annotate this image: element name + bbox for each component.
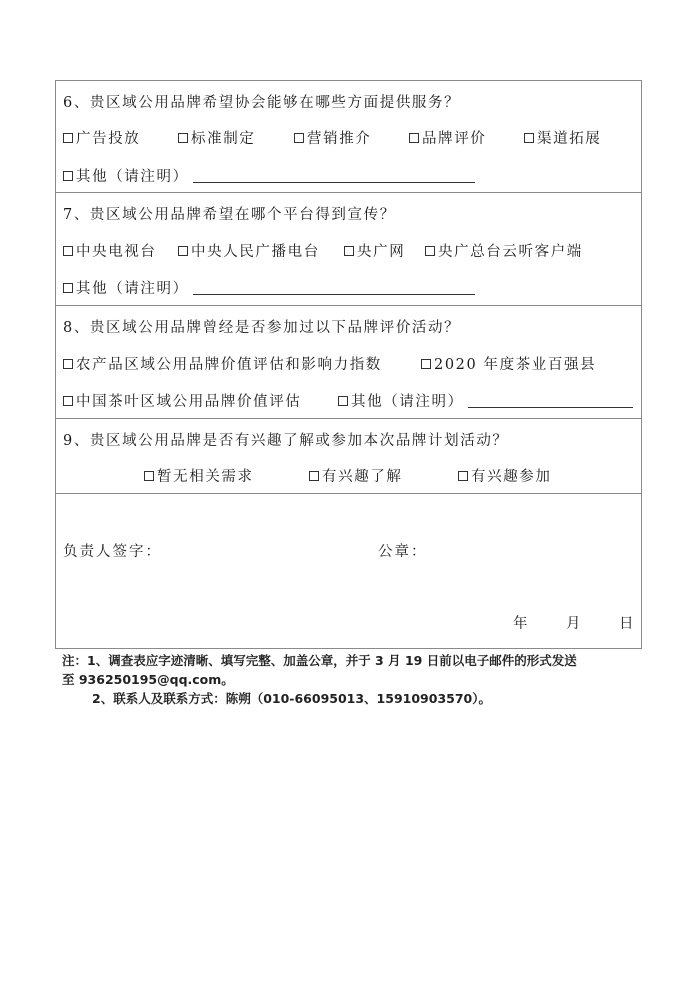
question-6-text: 6、贵区域公用品牌希望协会能够在哪些方面提供服务？ <box>63 95 461 111</box>
date-day-label: 日 <box>619 616 636 632</box>
question-7-row <box>56 193 641 306</box>
question-8-text: 8、贵区域公用品牌曾经是否参加过以下品牌评价活动？ <box>63 320 461 336</box>
checkbox-icon[interactable] <box>294 133 304 143</box>
q6-option-ad[interactable]: 广告投放 <box>63 127 140 148</box>
question-9-text: 9、贵区域公用品牌是否有兴趣了解或参加本次品牌计划活动？ <box>63 433 509 449</box>
q8-other-input-line[interactable] <box>468 393 633 408</box>
checkbox-icon[interactable] <box>178 246 188 256</box>
checkbox-icon[interactable] <box>425 246 435 256</box>
question-6-row <box>56 81 641 193</box>
seal-label: 公章： <box>378 544 428 560</box>
question-8-row <box>56 306 641 419</box>
checkbox-icon[interactable] <box>63 396 73 406</box>
checkbox-icon[interactable] <box>458 471 468 481</box>
q9-option-interested-join[interactable]: 有兴趣参加 <box>458 465 552 486</box>
checkbox-icon[interactable] <box>144 471 154 481</box>
q8-option-agri-index[interactable]: 农产品区域公用品牌价值评估和影响力指数 <box>63 353 382 374</box>
q8-option-tea-brand-value[interactable]: 中国茶叶区域公用品牌价值评估 <box>63 390 301 411</box>
q7-option-yunting[interactable]: 央广总台云听客户端 <box>425 240 583 261</box>
checkbox-icon[interactable] <box>309 471 319 481</box>
checkbox-icon[interactable] <box>63 246 73 256</box>
q9-option-no-need[interactable]: 暂无相关需求 <box>144 465 254 486</box>
checkbox-icon[interactable] <box>178 133 188 143</box>
q6-option-evaluation[interactable]: 品牌评价 <box>409 127 486 148</box>
q7-other-input-line[interactable] <box>193 280 475 295</box>
q6-option-other[interactable]: 其他（请注明） <box>63 165 475 186</box>
q6-other-input-line[interactable] <box>193 168 475 183</box>
checkbox-icon[interactable] <box>344 246 354 256</box>
checkbox-icon[interactable] <box>409 133 419 143</box>
q8-option-other[interactable]: 其他（请注明） <box>338 390 633 411</box>
checkbox-icon[interactable] <box>421 359 431 369</box>
checkbox-icon[interactable] <box>63 171 73 181</box>
date-month-label: 月 <box>566 616 583 632</box>
q9-option-interested-learn[interactable]: 有兴趣了解 <box>309 465 403 486</box>
checkbox-icon[interactable] <box>63 283 73 293</box>
checkbox-icon[interactable] <box>524 133 534 143</box>
q6-option-marketing[interactable]: 营销推介 <box>294 127 371 148</box>
signer-label: 负责人签字： <box>63 544 162 560</box>
q8-option-tea-top100[interactable]: 2020 年度茶业百强县 <box>421 353 596 374</box>
q7-option-other[interactable]: 其他（请注明） <box>63 277 475 298</box>
question-7-text: 7、贵区域公用品牌希望在哪个平台得到宣传？ <box>63 207 396 223</box>
note-1: 注：1、调查表应字迹清晰、填写完整、加盖公章，并于 3 月 19 日前以电子邮件的形式发送 <box>62 653 577 668</box>
note-1-email: 至 936250195@qq.com。 <box>62 672 234 687</box>
note-2-contact: 2、联系人及联系方式：陈朔（010-66095013、15910903570）。 <box>92 691 491 706</box>
q6-option-channel[interactable]: 渠道拓展 <box>524 127 601 148</box>
checkbox-icon[interactable] <box>63 359 73 369</box>
q7-option-cnr[interactable]: 中央人民广播电台 <box>178 240 320 261</box>
checkbox-icon[interactable] <box>63 133 73 143</box>
q6-option-standard[interactable]: 标准制定 <box>178 127 255 148</box>
footnotes <box>62 651 662 708</box>
signature-row <box>56 494 641 648</box>
question-9-row <box>56 419 641 494</box>
survey-table <box>55 80 642 649</box>
checkbox-icon[interactable] <box>338 396 348 406</box>
date-year-label: 年 <box>513 616 530 632</box>
q7-option-cnr-web[interactable]: 央广网 <box>344 240 405 261</box>
q7-option-cctv[interactable]: 中央电视台 <box>63 240 157 261</box>
